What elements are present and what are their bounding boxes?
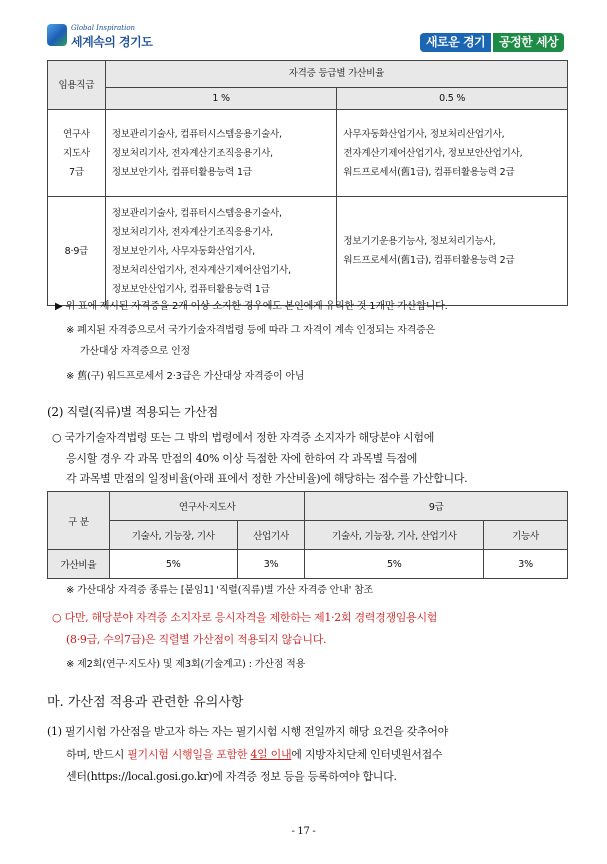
logo-tagline: Global Inspiration	[71, 24, 136, 32]
certificate-bonus-table	[47, 60, 568, 306]
rate-cell: 5%	[305, 550, 484, 579]
paragraph-line: ○ 국가기술자격법령 또는 그 밖의 법령에서 정한 자격증 소지자가 해당분야 시험에	[52, 431, 435, 444]
sub-header: 기능사	[484, 521, 568, 550]
rate-cell: 3%	[484, 550, 568, 579]
note-abolished-certs-cont: 가산대상 자격증으로 인정	[80, 346, 191, 357]
highlight-text: 4일 이내	[250, 748, 292, 761]
bonus-rate-table	[47, 491, 568, 579]
sub-header: 기술사, 기능장, 기사	[109, 521, 237, 550]
section-title-series-bonus: (2) 직렬(직류)별 적용되는 가산점	[47, 405, 218, 419]
rank-cell: 연구사 지도사 7급	[48, 110, 106, 197]
paragraph-line: (1) 필기시험 가산점을 받고자 하는 자는 필기시험 시행 전일까지 해당 요건을 갖추어야	[47, 725, 448, 738]
col-group-header: 자격증 등급별 가산비율	[105, 61, 567, 88]
warning-line: (8·9급, 수의7급)은 직렬별 가산점이 적용되지 않습니다.	[66, 633, 327, 646]
one-pct-cell: 정보관리기술사, 컴퓨터시스템응용기술사, 정보처리기사, 전자계산기조직응용기사, 정보보안기사, 컴퓨터활용능력 1급	[105, 110, 337, 197]
warning-line: ○ 다만, 해당분야 자격증 소지자로 응시자격을 제한하는 제1·2회 경력경쟁임용시험	[52, 611, 438, 624]
note-abolished-certs: ※ 폐지된 자격증으로서 국가기술자격법령 등에 따라 그 자격이 계속 인정되는 자격증은	[66, 325, 436, 336]
sub-header: 산업기사	[237, 521, 305, 550]
page-number: - 17 -	[291, 826, 316, 837]
gyeonggi-logo-icon	[47, 24, 67, 46]
sub-header: 기술사, 기능장, 기사, 산업기사	[305, 521, 484, 550]
row-label: 가산비율	[48, 550, 110, 579]
col-1pct-header: 1 %	[105, 88, 337, 110]
paragraph-line: 센터(https://local.gosi.go.kr)에 자격증 정보 등을 등록하여야 합니다.	[66, 770, 397, 783]
col-researcher-header: 연구사·지도사	[109, 492, 305, 521]
paragraph-line: 응시할 경우 각 과목 만점의 40% 이상 득점한 자에 한하여 각 과목별 득점에	[66, 452, 418, 465]
col-05pct-header: 0.5 %	[337, 88, 568, 110]
rate-cell: 5%	[109, 550, 237, 579]
rank-cell: 8·9급	[48, 197, 106, 306]
note-cert-types: ※ 가산대상 자격증 종류는 [붙임1] '직렬(직류)별 가산 자격증 안내' 참조	[66, 585, 374, 596]
table-row	[48, 550, 568, 579]
col-grade9-header: 9급	[305, 492, 568, 521]
logo-title: 세계속의 경기도	[71, 35, 153, 49]
col-division-header: 구 분	[48, 492, 110, 550]
half-pct-cell: 정보기기운용기능사, 정보처리기능사, 워드프로세서(舊1급), 컴퓨터활용능력 2급	[337, 197, 568, 306]
col-rank-header: 임용직급	[48, 61, 106, 110]
note-old-wordprocessor: ※ 舊(구) 워드프로세서 2·3급은 가산대상 자격증이 아님	[66, 371, 305, 382]
note-multiple-certs: ▶ 위 표에 제시된 자격증을 2개 이상 소지한 경우에도 본인에게 유리한 것 1개만 가산합니다.	[55, 301, 448, 312]
highlight-text: 필기시험 시행일을 포함한	[127, 748, 251, 761]
section-title-precautions: 마. 가산점 적용과 관련한 유의사항	[47, 695, 244, 710]
paragraph-line: 각 과목별 만점의 일정비율(아래 표에서 정한 가산비율)에 해당하는 점수를 가산합니다.	[66, 472, 468, 485]
table-row	[48, 197, 568, 306]
slogan-fair-world: 공정한 세상	[493, 33, 564, 52]
one-pct-cell: 정보관리기술사, 컴퓨터시스템응용기술사, 정보처리기사, 전자계산기조직응용기사, 정보보안기사, 사무자동화산업기사, 정보처리산업기사, 전자계산기제어산업기사, 정보보안산업기사, 컴퓨터활용능력 1급	[105, 197, 337, 306]
paragraph-line: 하며, 반드시 필기시험 시행일을 포함한 4일 이내에 지방자치단체 인터넷원서접수	[66, 748, 443, 761]
half-pct-cell: 사무자동화산업기사, 정보처리산업기사, 전자계산기제어산업기사, 정보보안산업기사, 워드프로세서(舊1급), 컴퓨터활용능력 2급	[337, 110, 568, 197]
slogan-new-gyeonggi: 새로운 경기	[420, 33, 491, 52]
table-row	[48, 110, 568, 197]
rate-cell: 3%	[237, 550, 305, 579]
note-bonus-applied: ※ 제2회(연구·지도사) 및 제3회(기술계고) : 가산점 적용	[66, 659, 306, 670]
